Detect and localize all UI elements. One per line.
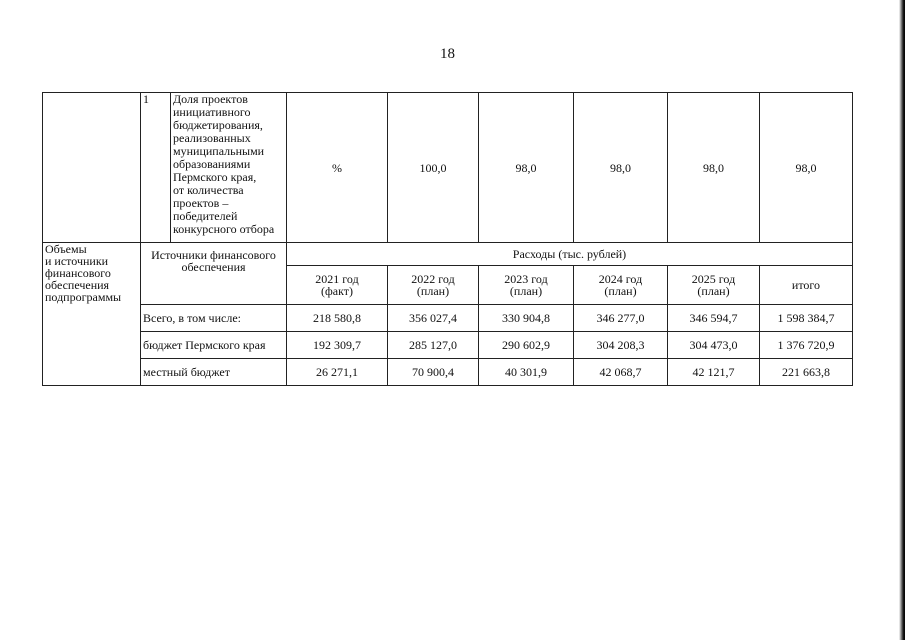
table-row: [43, 305, 853, 332]
amount-cell: 70 900,4: [388, 359, 479, 386]
amount-cell: 1 598 384,7: [760, 305, 853, 332]
year-header: 2024 год (план): [574, 266, 668, 305]
amount-cell: 290 602,9: [479, 332, 574, 359]
indicator-unit: %: [287, 93, 388, 243]
amount-cell: 192 309,7: [287, 332, 388, 359]
amount-cell: 356 027,4: [388, 305, 479, 332]
total-header: итого: [760, 266, 853, 305]
amount-cell: 304 208,3: [574, 332, 668, 359]
amount-cell: 346 594,7: [668, 305, 760, 332]
year-header: 2021 год (факт): [287, 266, 388, 305]
amount-cell: 42 121,7: [668, 359, 760, 386]
year-header: 2023 год (план): [479, 266, 574, 305]
indicator-value: 98,0: [574, 93, 668, 243]
amount-cell: 346 277,0: [574, 305, 668, 332]
amount-cell: 26 271,1: [287, 359, 388, 386]
indicator-index: 1: [141, 93, 171, 243]
subprogram-table: [42, 92, 853, 386]
empty-cell: [43, 93, 141, 243]
amount-cell: 304 473,0: [668, 332, 760, 359]
sources-header: Источники финансового обеспечения: [141, 243, 287, 305]
amount-cell: 42 068,7: [574, 359, 668, 386]
indicator-value: 98,0: [760, 93, 853, 243]
indicator-value: 100,0: [388, 93, 479, 243]
amount-cell: 285 127,0: [388, 332, 479, 359]
amount-cell: 1 376 720,9: [760, 332, 853, 359]
amount-cell: 218 580,8: [287, 305, 388, 332]
table-row: [43, 359, 853, 386]
year-header: 2025 год (план): [668, 266, 760, 305]
indicator-value: 98,0: [668, 93, 760, 243]
expenses-header: Расходы (тыс. рублей): [287, 243, 853, 266]
page-number: 18: [440, 46, 455, 62]
year-header: 2022 год (план): [388, 266, 479, 305]
indicator-row: [43, 93, 853, 243]
amount-cell: 330 904,8: [479, 305, 574, 332]
amount-cell: 221 663,8: [760, 359, 853, 386]
table-row: [43, 332, 853, 359]
finance-header-row: [43, 243, 853, 266]
indicator-value: 98,0: [479, 93, 574, 243]
scan-edge-shadow: [899, 0, 905, 640]
indicator-name: Доля проектов инициативного бюджетирования, реализованных муниципальными образованиями Пермского края, от количества проектов – победителей конкурсного отбора: [171, 93, 287, 243]
source-label: местный бюджет: [141, 359, 287, 386]
amount-cell: 40 301,9: [479, 359, 574, 386]
finance-section-label: Объемы и источники финансового обеспечения подпрограммы: [43, 243, 141, 386]
source-label: бюджет Пермского края: [141, 332, 287, 359]
source-label: Всего, в том числе:: [141, 305, 287, 332]
